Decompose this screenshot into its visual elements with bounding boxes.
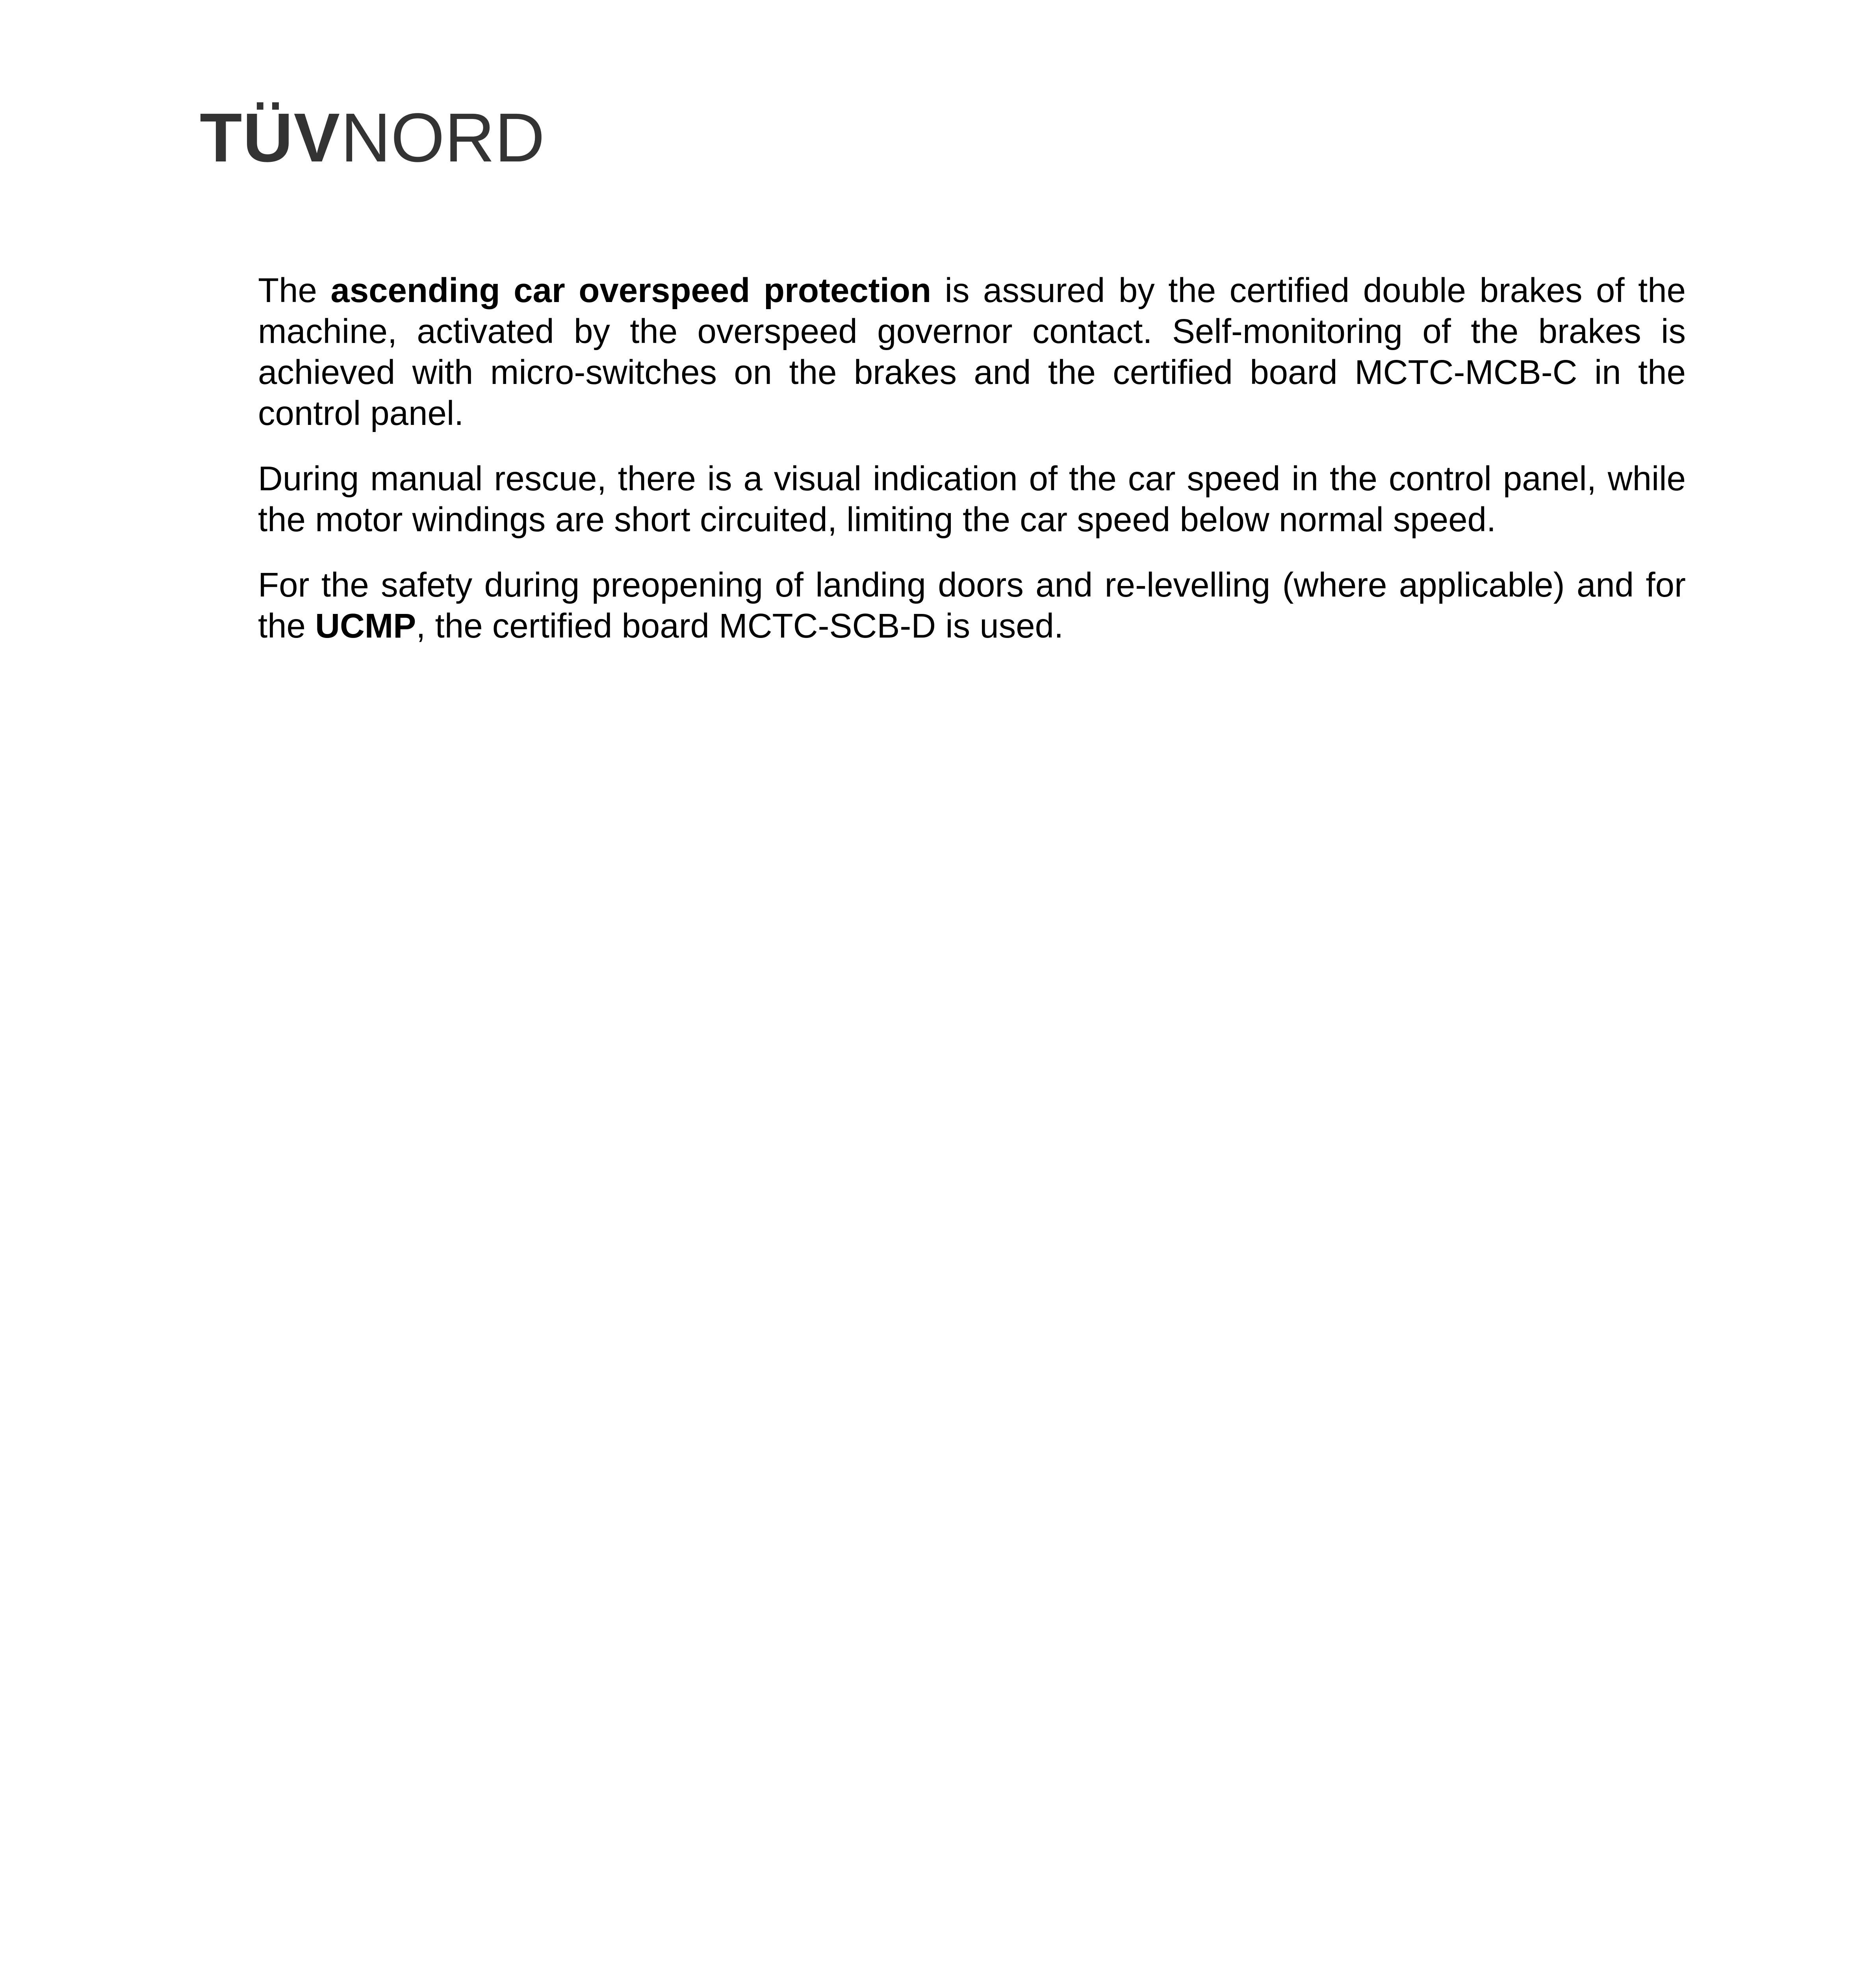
p3-bold-term: UCMP [315,607,416,645]
paragraph-ascending-overspeed [258,270,1686,434]
p3-lead: For the safety during preopening of landing doors and re-levelling (where applicable) and for the [258,566,1686,645]
p1-lead: The [258,271,331,310]
p1-bold-term: ascending car overspeed protection [330,271,932,310]
paragraph-ucmp [258,565,1686,647]
logo-tuv-text: TÜV [200,99,341,176]
document-body [258,270,1686,671]
paragraph-manual-rescue: During manual rescue, there is a visual indication of the car speed in the control panel, while the motor windings are short circuited, limiting the car speed below normal speed. [258,460,1686,539]
tuv-nord-logo [200,99,545,176]
p3-rest: , the certified board MCTC-SCB-D is used. [416,607,1064,645]
p1-rest: is assured by the certified double brakes of the machine, activated by the overspeed governor contact. Self-monitoring of the brakes is achieved with micro-switches on the brakes and the certified board MCTC-MCB-C in the control panel. [258,271,1686,432]
logo-nord-text: NORD [341,99,545,176]
